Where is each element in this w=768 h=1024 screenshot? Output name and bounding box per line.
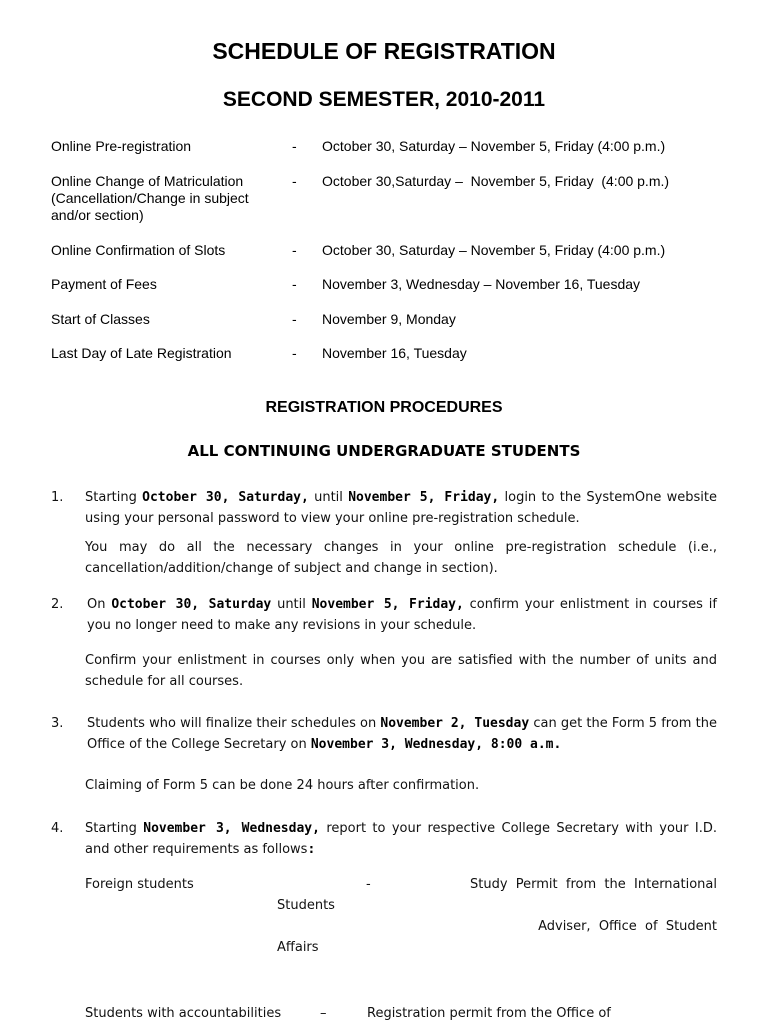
schedule-date: October 30, Saturday – November 5, Friday (4:00 p.m.) (322, 242, 666, 258)
requirement-who: Students with accountabilities (85, 1006, 282, 1021)
schedule-date: November 9, Monday (322, 311, 456, 327)
schedule-date: October 30,Saturday – November 5, Friday (4:00 p.m.) (322, 173, 670, 189)
item-note: You may do all the necessary changes in your online pre-registration schedule (i.e., cancellation/addition/change of subject and change in section). (85, 540, 717, 576)
schedule-date: November 3, Wednesday – November 16, Tuesday (322, 276, 641, 292)
item-note: Claiming of Form 5 can be done 24 hours after confirmation. (85, 778, 480, 793)
requirement-separator: – (320, 1006, 327, 1021)
schedule-date: October 30, Saturday – November 5, Friday (4:00 p.m.) (322, 138, 666, 154)
requirement-detail-cont: Affairs (277, 940, 319, 955)
procedures-heading: REGISTRATION PROCEDURES (265, 399, 503, 416)
item-text: Starting October 30, Saturday, until November 5, Friday, login to the SystemOne website using your personal password to view your online pre-registration schedule. (85, 490, 717, 526)
schedule-separator: - (292, 138, 297, 154)
requirement-detail-cont: Students (277, 898, 335, 913)
schedule-date: November 16, Tuesday (322, 345, 467, 361)
requirement-detail-cont: Adviser, Office of Student (538, 919, 717, 934)
requirement-detail: Study Permit from the International (469, 877, 717, 892)
schedule-separator: - (292, 173, 297, 189)
item-note: Confirm your enlistment in courses only when you are satisfied with the number of units and schedule for all courses. (85, 653, 717, 689)
schedule-separator: - (292, 311, 297, 327)
schedule-activity: Start of Classes (51, 311, 150, 327)
requirement-separator: - (366, 877, 371, 892)
item-text: Students who will finalize their schedules on November 2, Tuesday can get the Form 5 from the Office of the College Secretary on November 3, Wednesday, 8:00 a.m. (87, 716, 717, 752)
schedule-separator: - (292, 345, 297, 361)
requirement-who: Foreign students (85, 877, 194, 892)
item-text: Starting November 3, Wednesday, report to your respective College Secretary with your I.D. and other requirements as follows: (85, 821, 717, 857)
page-title: SCHEDULE OF REGISTRATION (212, 38, 556, 64)
schedule-activity: Online Change of Matriculation (51, 173, 244, 189)
item-number: 2. (51, 597, 64, 612)
schedule-activity: Payment of Fees (51, 276, 157, 292)
requirement-detail: Registration permit from the Office of (367, 1006, 611, 1021)
item-number: 1. (51, 490, 64, 505)
item-text: On October 30, Saturday until November 5, Friday, confirm your enlistment in courses if you no longer need to make any revisions in your schedule. (87, 597, 717, 633)
schedule-activity: Last Day of Late Registration (51, 345, 232, 361)
schedule-separator: - (292, 276, 297, 292)
schedule-activity: Online Pre-registration (51, 138, 192, 154)
page-subtitle: SECOND SEMESTER, 2010-2011 (222, 88, 546, 111)
schedule-activity: Online Confirmation of Slots (51, 242, 226, 258)
item-number: 3. (51, 716, 64, 731)
schedule-activity-line2: (Cancellation/Change in subject (51, 190, 249, 206)
schedule-separator: - (292, 242, 297, 258)
item-number: 4. (51, 821, 64, 836)
schedule-activity-line3: and/or section) (51, 207, 144, 223)
procedures-subheading: ALL CONTINUING UNDERGRADUATE STUDENTS (187, 442, 581, 460)
